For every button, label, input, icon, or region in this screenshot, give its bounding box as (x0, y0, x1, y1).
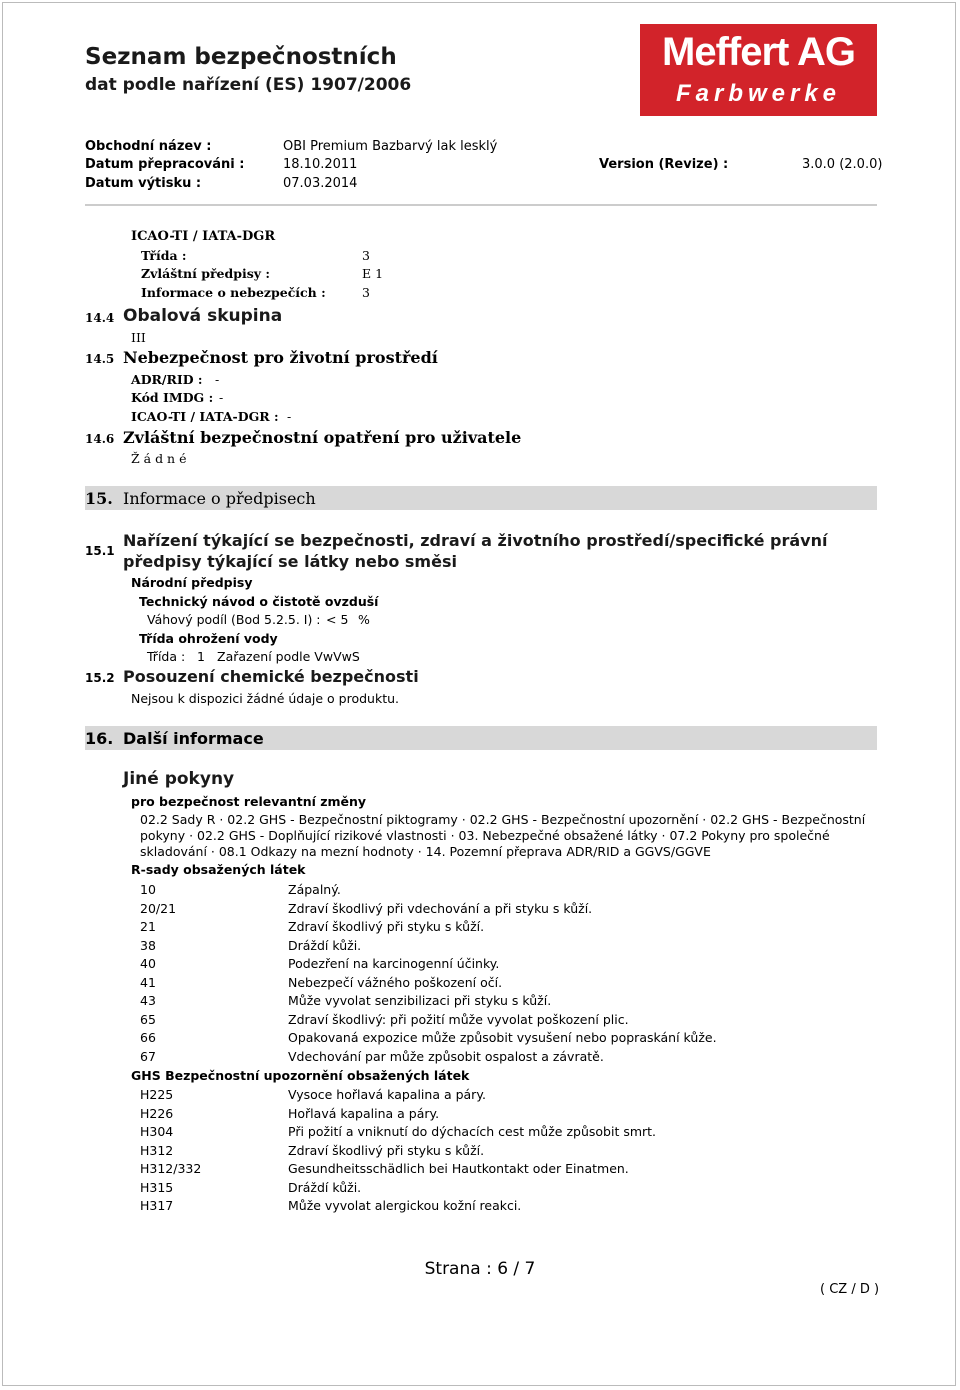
section-15-number: 15. (85, 489, 113, 508)
h-statement-text: Vysoce hořlavá kapalina a páry. (288, 1087, 486, 1102)
special-precautions-value: Ž á d n é (131, 451, 187, 466)
section-14-4-number: 14.4 (85, 311, 115, 325)
r-phrase-text: Zápalný. (288, 882, 341, 897)
section-16-band (85, 726, 877, 750)
h-statement-code: H304 (140, 1124, 174, 1139)
header-divider (85, 204, 877, 206)
version-value: 3.0.0 (2.0.0) (802, 157, 883, 172)
r-phrase-code: 66 (140, 1030, 156, 1045)
chemical-safety-text: Nejsou k dispozici žádné údaje o produktu. (131, 691, 399, 706)
print-date-label: Datum výtisku : (85, 176, 202, 191)
r-phrase-text: Opakovaná expozice může způsobit vysušení nebo popraskání kůže. (288, 1030, 717, 1045)
h-statement-code: H317 (140, 1198, 174, 1213)
national-regulations-label: Národní předpisy (131, 575, 253, 590)
section-14-5-title: Nebezpečnost pro životní prostředí (123, 348, 438, 367)
section-16-number: 16. (85, 729, 114, 748)
water-class-note: Zařazení podle VwVwS (217, 649, 360, 664)
r-phrase-text: Může vyvolat senzibilizaci při styku s kůží. (288, 993, 552, 1008)
r-phrase-code: 20/21 (140, 900, 177, 916)
h-statement-text: Může vyvolat alergickou kožní reakci. (288, 1198, 522, 1213)
h-statements-title: GHS Bezpečnostní upozornění obsažených látek (131, 1068, 470, 1083)
env-icao-value: - (287, 409, 292, 424)
r-phrase-text: Vdechování par může způsobit ospalost a závratě. (288, 1048, 604, 1064)
section-14-5-number: 14.5 (85, 352, 115, 366)
env-adr-value: - (215, 372, 220, 387)
revision-date-value: 18.10.2011 (283, 157, 358, 172)
other-notes-title: Jiné pokyny (123, 769, 235, 789)
r-phrase-text: Zdraví škodlivý při styku s kůží. (288, 919, 485, 934)
language-indicator: ( CZ / D ) (820, 1282, 880, 1297)
r-phrase-text: Zdraví škodlivý při vdechování a při styku s kůží. (288, 900, 593, 916)
class-label: Třída : (141, 248, 187, 263)
h-statement-code: H225 (140, 1087, 174, 1102)
trade-name-value: OBI Premium Bazbarvý lak lesklý (283, 139, 498, 154)
section-15-1-title-line2: předpisy týkající se látky nebo směsi (123, 552, 457, 571)
hazard-value: 3 (362, 285, 370, 300)
version-label: Version (Revize) : (599, 157, 729, 172)
h-statement-text: Zdraví škodlivý při styku s kůží. (288, 1142, 485, 1158)
revision-date-label: Datum přepracováni : (85, 157, 245, 172)
relevant-changes-text: 02.2 Sady R · 02.2 GHS - Bezpečnostní piktogramy · 02.2 GHS - Bezpečnostní upozornění · 02.2 GHS - Bezpečnostní pokyny · 02.2 GHS - Doplňující rizikové vlastnosti · 03. Nebezpečné obsažené látky · 07.2 Pokyny pro společné skladování · 08.1 Odkazy na mezní hodnoty · 14. Pozemní přeprava ADR/RID a GGVS/GGVE (140, 812, 866, 859)
r-phrase-text: Podezření na karcinogenní účinky. (288, 956, 500, 971)
h-statement-text: Hořlavá kapalina a páry. (288, 1105, 440, 1121)
h-statement-code: H315 (140, 1179, 174, 1195)
relevant-changes-label: pro bezpečnost relevantní změny (131, 794, 367, 809)
h-statement-code: H312 (140, 1142, 174, 1158)
special-label: Zvláštní předpisy : (141, 266, 271, 281)
page-number: Strana : 6 / 7 (424, 1259, 536, 1279)
section-14-4-title: Obalová skupina (123, 306, 283, 326)
r-phrase-code: 65 (140, 1011, 156, 1027)
h-statement-code: H226 (140, 1105, 174, 1121)
weight-share-label: Váhový podíl (Bod 5.2.5. I) : (147, 612, 321, 627)
section-15-1-number: 15.1 (85, 544, 115, 558)
r-phrase-code: 40 (140, 956, 156, 971)
section-15-1-title-line1: Nařízení týkající se bezpečnosti, zdraví a životního prostředí/specifické právní (123, 531, 828, 550)
print-date-value: 07.03.2014 (283, 176, 358, 191)
section-15-2-title: Posouzení chemické bezpečnosti (123, 667, 419, 686)
env-imdg-label: Kód IMDG : (131, 390, 214, 405)
logo-tagline: Farbwerke (675, 80, 842, 107)
weight-share-value: < 5 (326, 612, 349, 627)
env-imdg-value: - (219, 390, 224, 405)
h-statement-text: Při požití a vniknutí do dýchacích cest může způsobit smrt. (288, 1124, 657, 1139)
company-logo (640, 24, 877, 116)
class-value: 3 (362, 248, 370, 263)
document-title: Seznam bezpečnostních (85, 44, 397, 70)
water-hazard-label: Třída ohrožení vody (139, 631, 278, 646)
h-statement-text: Dráždí kůži. (288, 1179, 362, 1195)
document-subtitle: dat podle nařízení (ES) 1907/2006 (85, 75, 412, 95)
section-16-title: Další informace (123, 729, 264, 748)
water-class-label: Třída : (147, 649, 186, 664)
r-phrase-code: 10 (140, 882, 156, 897)
logo-company-name: Meffert AG (662, 30, 855, 74)
section-15-title: Informace o předpisech (123, 489, 316, 508)
r-phrase-code: 43 (140, 993, 156, 1008)
section-14-6-number: 14.6 (85, 432, 115, 446)
air-quality-label: Technický návod o čistotě ovzduší (139, 594, 379, 609)
water-class-value: 1 (197, 649, 205, 664)
special-value: E 1 (362, 266, 384, 281)
r-phrase-code: 67 (140, 1048, 156, 1064)
r-phrase-code: 41 (140, 974, 156, 990)
hazard-label: Informace o nebezpečích : (141, 285, 326, 300)
r-phrase-code: 38 (140, 937, 156, 953)
h-statement-code: H312/332 (140, 1161, 202, 1176)
r-phrases-title: R-sady obsažených látek (131, 862, 306, 877)
env-adr-label: ADR/RID : (131, 372, 203, 387)
section-15-band (85, 486, 877, 510)
icao-label: ICAO-TI / IATA-DGR (131, 229, 276, 244)
r-phrase-code: 21 (140, 919, 156, 934)
r-phrase-text: Dráždí kůži. (288, 937, 362, 953)
weight-share-unit: % (358, 612, 370, 627)
env-icao-label: ICAO-TI / IATA-DGR : (131, 409, 279, 424)
r-phrase-text: Nebezpečí vážného poškození očí. (288, 974, 503, 990)
trade-name-label: Obchodní název : (85, 139, 212, 154)
packing-group-value: III (131, 330, 146, 345)
section-15-2-number: 15.2 (85, 671, 115, 685)
r-phrase-text: Zdraví škodlivý: při požití může vyvolat poškození plic. (288, 1011, 629, 1027)
section-14-6-title: Zvláštní bezpečnostní opatření pro uživatele (123, 428, 522, 447)
h-statement-text: Gesundheitsschädlich bei Hautkontakt oder Einatmen. (288, 1161, 629, 1176)
